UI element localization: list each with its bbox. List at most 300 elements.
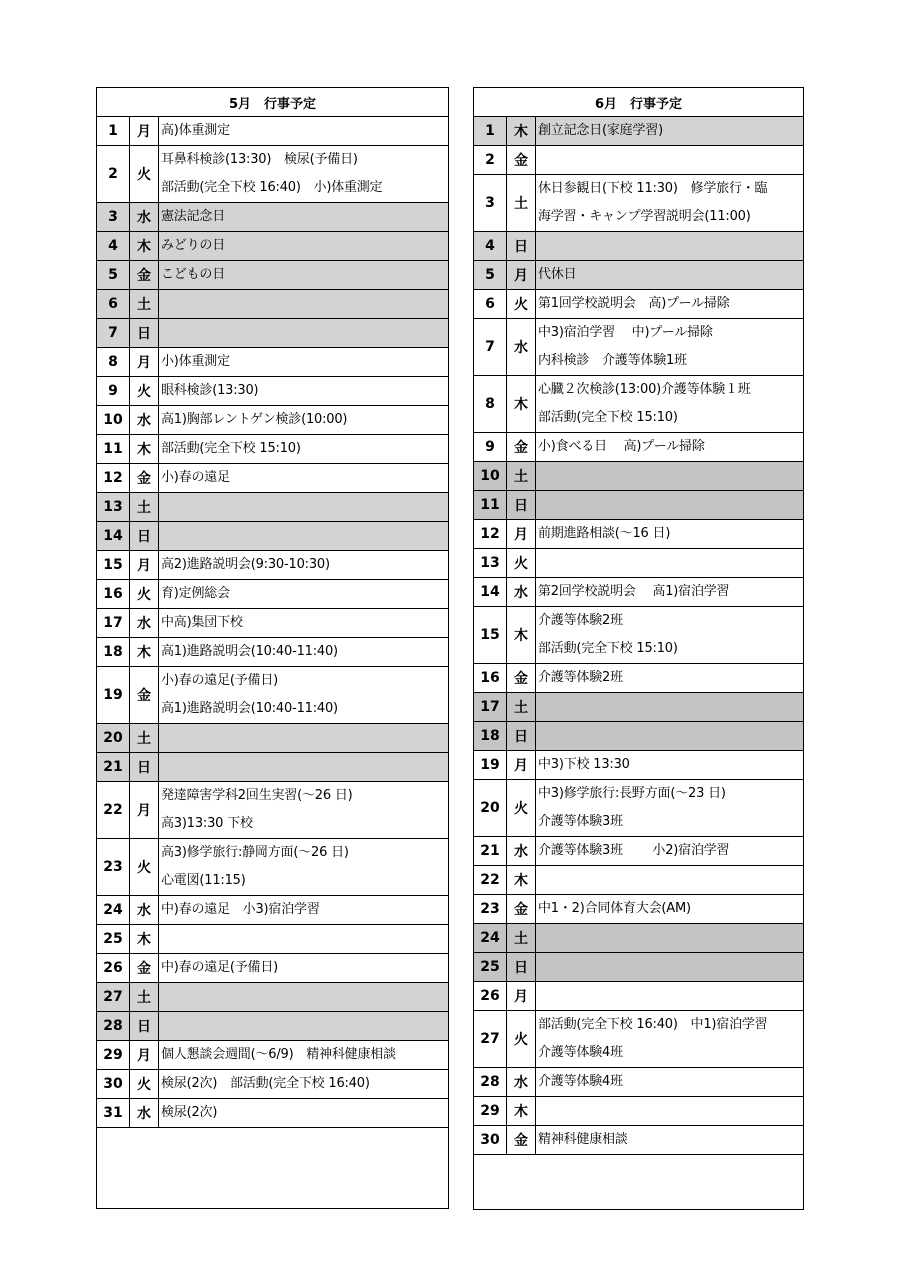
day-number: 31: [97, 1099, 130, 1128]
weekday: 水: [507, 837, 536, 866]
weekday: 日: [507, 491, 536, 520]
weekday: 火: [130, 377, 159, 406]
day-number: 30: [97, 1070, 130, 1099]
weekday: 金: [507, 1126, 536, 1155]
weekday: 火: [507, 1011, 536, 1068]
event-text: [538, 953, 803, 981]
weekday: 水: [130, 406, 159, 435]
weekday: 木: [507, 376, 536, 433]
weekday: 金: [507, 146, 536, 175]
table-row: [474, 722, 804, 751]
table-row: [474, 1068, 804, 1097]
weekday: 水: [507, 1068, 536, 1097]
day-number: 29: [97, 1041, 130, 1070]
event-cell: [159, 261, 449, 290]
event-text: 小)春の遠足(予備日): [161, 673, 279, 688]
event-cell: [536, 953, 804, 982]
event-cell: [159, 580, 449, 609]
event-text: みどりの日: [161, 238, 226, 253]
day-number: 8: [97, 348, 130, 377]
table-row: [474, 319, 804, 376]
day-number: 8: [474, 376, 507, 433]
table-row: [474, 895, 804, 924]
event-cell: [159, 724, 449, 753]
event-text: 介護等体験2班: [538, 613, 623, 628]
day-number: 6: [97, 290, 130, 319]
table-row: [474, 1126, 804, 1155]
weekday: 火: [507, 780, 536, 837]
table-row: [97, 667, 449, 724]
event-cell: [536, 117, 804, 146]
event-cell: [159, 203, 449, 232]
table-row: [97, 782, 449, 839]
weekday: 火: [130, 580, 159, 609]
event-text: [538, 1097, 803, 1125]
may-schedule-table: [96, 87, 449, 1209]
weekday: 土: [507, 462, 536, 491]
day-number: 5: [474, 261, 507, 290]
weekday: 水: [130, 1099, 159, 1128]
event-cell: [536, 924, 804, 953]
event-cell: [159, 319, 449, 348]
weekday: 土: [130, 983, 159, 1012]
event-cell: [159, 954, 449, 983]
weekday: 日: [507, 953, 536, 982]
table-row: [474, 578, 804, 607]
event-text: 内科検診 介護等体験1班: [538, 353, 687, 368]
event-text: 海学習・キャンプ学習説明会(11:00): [538, 209, 751, 224]
event-cell: [536, 175, 804, 232]
event-text: 部活動(完全下校 16:40) 小)体重測定: [161, 180, 383, 195]
table-row: [97, 117, 449, 146]
table-row: [474, 607, 804, 664]
weekday: 月: [507, 982, 536, 1011]
weekday: 火: [507, 290, 536, 319]
event-cell: [159, 925, 449, 954]
event-cell: [536, 866, 804, 895]
event-cell: [536, 1126, 804, 1155]
day-number: 18: [97, 638, 130, 667]
table-row: [474, 982, 804, 1011]
event-text: 高1)進路説明会(10:40-11:40): [161, 701, 338, 716]
day-number: 3: [97, 203, 130, 232]
table-row: [474, 953, 804, 982]
day-number: 29: [474, 1097, 507, 1126]
event-cell: [159, 839, 449, 896]
may-title: 5月 行事予定: [97, 88, 449, 117]
event-text: [161, 925, 448, 953]
table-row: [97, 609, 449, 638]
day-number: 3: [474, 175, 507, 232]
table-row: [97, 146, 449, 203]
day-number: 26: [474, 982, 507, 1011]
event-cell: [536, 462, 804, 491]
weekday: 木: [507, 1097, 536, 1126]
event-text: 中1・2)合同体育大会(AM): [538, 901, 691, 916]
event-text: 高1)進路説明会(10:40-11:40): [161, 644, 338, 659]
day-number: 9: [97, 377, 130, 406]
event-cell: [536, 376, 804, 433]
table-row: [474, 175, 804, 232]
event-cell: [159, 522, 449, 551]
day-number: 17: [97, 609, 130, 638]
table-row: [97, 435, 449, 464]
weekday: 金: [130, 954, 159, 983]
weekday: 水: [507, 319, 536, 376]
day-number: 4: [474, 232, 507, 261]
weekday: 金: [130, 261, 159, 290]
table-row: [97, 1041, 449, 1070]
event-text: 代休日: [538, 267, 577, 282]
table-row: [97, 203, 449, 232]
table-row: [97, 232, 449, 261]
may-blank-area: [97, 1128, 449, 1209]
table-row: [474, 290, 804, 319]
weekday: 火: [130, 1070, 159, 1099]
event-text: 中)春の遠足(予備日): [161, 960, 279, 975]
table-row: [474, 520, 804, 549]
event-text: [538, 722, 803, 750]
day-number: 17: [474, 693, 507, 722]
event-text: 小)春の遠足: [161, 470, 230, 485]
event-text: [161, 983, 448, 1011]
event-text: [161, 724, 448, 752]
day-number: 15: [474, 607, 507, 664]
day-number: 10: [474, 462, 507, 491]
event-text: 部活動(完全下校 16:40) 中1)宿泊学習: [538, 1017, 768, 1032]
day-number: 12: [97, 464, 130, 493]
table-row: [97, 1099, 449, 1128]
day-number: 30: [474, 1126, 507, 1155]
weekday: 金: [507, 433, 536, 462]
day-number: 19: [474, 751, 507, 780]
event-cell: [536, 895, 804, 924]
event-text: 高1)胸部レントゲン検診(10:00): [161, 412, 348, 427]
event-cell: [159, 146, 449, 203]
event-cell: [536, 549, 804, 578]
event-cell: [536, 261, 804, 290]
event-text: 中高)集団下校: [161, 615, 243, 630]
day-number: 9: [474, 433, 507, 462]
day-number: 18: [474, 722, 507, 751]
weekday: 火: [507, 549, 536, 578]
day-number: 13: [474, 549, 507, 578]
event-cell: [159, 638, 449, 667]
event-cell: [159, 896, 449, 925]
day-number: 11: [97, 435, 130, 464]
event-text: [161, 319, 448, 347]
day-number: 7: [97, 319, 130, 348]
event-cell: [159, 290, 449, 319]
event-text: 育)定例総会: [161, 586, 230, 601]
weekday: 日: [507, 722, 536, 751]
event-cell: [536, 433, 804, 462]
weekday: 土: [130, 493, 159, 522]
event-cell: [536, 1097, 804, 1126]
weekday: 木: [130, 925, 159, 954]
event-text: 中3)下校 13:30: [538, 757, 630, 772]
event-cell: [159, 551, 449, 580]
table-row: [474, 664, 804, 693]
june-blank-area: [474, 1155, 804, 1210]
event-text: [538, 146, 803, 174]
day-number: 6: [474, 290, 507, 319]
table-row: [97, 406, 449, 435]
day-number: 15: [97, 551, 130, 580]
table-row: [97, 925, 449, 954]
day-number: 20: [97, 724, 130, 753]
day-number: 22: [97, 782, 130, 839]
weekday: 木: [507, 866, 536, 895]
weekday: 月: [130, 1041, 159, 1070]
day-number: 24: [97, 896, 130, 925]
weekday: 土: [507, 924, 536, 953]
day-number: 16: [97, 580, 130, 609]
event-text: 検尿(2次): [161, 1105, 218, 1120]
day-number: 14: [474, 578, 507, 607]
table-row: [474, 1011, 804, 1068]
table-row: [97, 1012, 449, 1041]
event-text: 心電図(11:15): [161, 873, 246, 888]
event-text: [538, 549, 803, 577]
event-cell: [159, 406, 449, 435]
weekday: 金: [507, 895, 536, 924]
weekday: 木: [507, 117, 536, 146]
day-number: 28: [474, 1068, 507, 1097]
event-cell: [536, 146, 804, 175]
event-text: 高)体重測定: [161, 123, 230, 138]
event-cell: [536, 722, 804, 751]
weekday: 月: [130, 782, 159, 839]
table-row: [97, 954, 449, 983]
weekday: 土: [507, 175, 536, 232]
table-row: [97, 839, 449, 896]
event-text: 介護等体験2班: [538, 670, 623, 685]
event-text: 耳鼻科検診(13:30) 検尿(予備日): [161, 152, 358, 167]
day-number: 5: [97, 261, 130, 290]
event-text: 第2回学校説明会 高1)宿泊学習: [538, 584, 730, 599]
event-text: 介護等体験3班: [538, 814, 623, 829]
weekday: 土: [507, 693, 536, 722]
weekday: 日: [130, 1012, 159, 1041]
event-cell: [536, 290, 804, 319]
event-text: 休日参観日(下校 11:30) 修学旅行・臨: [538, 181, 768, 196]
day-number: 27: [97, 983, 130, 1012]
weekday: 金: [130, 667, 159, 724]
table-row: [97, 377, 449, 406]
day-number: 21: [474, 837, 507, 866]
event-text: 発達障害学科2回生実習(～26 日): [161, 788, 353, 803]
day-number: 1: [97, 117, 130, 146]
table-row: [97, 464, 449, 493]
event-cell: [536, 1068, 804, 1097]
event-cell: [159, 753, 449, 782]
day-number: 1: [474, 117, 507, 146]
table-row: [97, 493, 449, 522]
event-text: 部活動(完全下校 15:10): [538, 641, 678, 656]
weekday: 木: [130, 232, 159, 261]
weekday: 日: [130, 319, 159, 348]
event-text: [538, 491, 803, 519]
event-text: [538, 982, 803, 1010]
table-row: [474, 1097, 804, 1126]
weekday: 水: [130, 896, 159, 925]
event-text: 介護等体験4班: [538, 1074, 623, 1089]
event-text: [161, 1012, 448, 1040]
june-title: 6月 行事予定: [474, 88, 804, 117]
event-text: 憲法記念日: [161, 209, 226, 224]
weekday: 水: [130, 609, 159, 638]
event-cell: [159, 983, 449, 1012]
event-cell: [536, 837, 804, 866]
event-cell: [536, 693, 804, 722]
day-number: 13: [97, 493, 130, 522]
event-cell: [159, 1070, 449, 1099]
table-row: [97, 319, 449, 348]
table-row: [97, 290, 449, 319]
weekday: 月: [130, 348, 159, 377]
event-cell: [536, 319, 804, 376]
weekday: 火: [130, 146, 159, 203]
table-row: [474, 924, 804, 953]
table-row: [474, 261, 804, 290]
event-cell: [159, 232, 449, 261]
event-cell: [159, 609, 449, 638]
event-text: 高3)13:30 下校: [161, 816, 253, 831]
table-row: [474, 837, 804, 866]
event-text: 部活動(完全下校 15:10): [161, 441, 301, 456]
table-row: [474, 146, 804, 175]
weekday: 金: [507, 664, 536, 693]
day-number: 28: [97, 1012, 130, 1041]
day-number: 2: [97, 146, 130, 203]
june-schedule-table: [473, 87, 804, 1210]
weekday: 水: [130, 203, 159, 232]
event-text: [538, 924, 803, 952]
table-row: [474, 376, 804, 433]
weekday: 木: [130, 638, 159, 667]
day-number: 14: [97, 522, 130, 551]
event-text: 高3)修学旅行:静岡方面(～26 日): [161, 845, 349, 860]
event-text: [538, 866, 803, 894]
event-cell: [536, 491, 804, 520]
table-row: [97, 896, 449, 925]
event-text: 介護等体験3班 小2)宿泊学習: [538, 843, 730, 858]
table-row: [97, 638, 449, 667]
table-row: [97, 753, 449, 782]
table-row: [97, 261, 449, 290]
weekday: 土: [130, 290, 159, 319]
day-number: 19: [97, 667, 130, 724]
event-cell: [536, 232, 804, 261]
weekday: 月: [130, 551, 159, 580]
weekday: 月: [507, 261, 536, 290]
event-text: 小)食べる日 高)プール掃除: [538, 439, 705, 454]
event-cell: [536, 664, 804, 693]
table-row: [474, 693, 804, 722]
event-text: 中3)修学旅行:長野方面(～23 日): [538, 786, 726, 801]
weekday: 木: [130, 435, 159, 464]
event-text: こどもの日: [161, 267, 226, 282]
day-number: 23: [474, 895, 507, 924]
event-cell: [536, 982, 804, 1011]
event-text: [538, 693, 803, 721]
event-cell: [159, 667, 449, 724]
weekday: 日: [130, 753, 159, 782]
event-text: 第1回学校説明会 高)プール掃除: [538, 296, 730, 311]
event-text: 小)体重測定: [161, 354, 230, 369]
event-cell: [536, 607, 804, 664]
weekday: 月: [507, 520, 536, 549]
table-row: [474, 491, 804, 520]
event-cell: [159, 493, 449, 522]
event-cell: [159, 782, 449, 839]
event-cell: [536, 578, 804, 607]
day-number: 24: [474, 924, 507, 953]
weekday: 日: [130, 522, 159, 551]
event-text: 精神科健康相談: [538, 1132, 628, 1147]
event-text: [161, 753, 448, 781]
weekday: 火: [130, 839, 159, 896]
weekday: 土: [130, 724, 159, 753]
event-text: [161, 290, 448, 318]
day-number: 12: [474, 520, 507, 549]
event-cell: [159, 1041, 449, 1070]
day-number: 4: [97, 232, 130, 261]
day-number: 26: [97, 954, 130, 983]
event-cell: [536, 780, 804, 837]
table-row: [474, 433, 804, 462]
event-text: [161, 522, 448, 550]
table-row: [97, 1070, 449, 1099]
weekday: 日: [507, 232, 536, 261]
event-text: 眼科検診(13:30): [161, 383, 259, 398]
table-row: [97, 580, 449, 609]
day-number: 27: [474, 1011, 507, 1068]
event-cell: [536, 751, 804, 780]
day-number: 10: [97, 406, 130, 435]
day-number: 2: [474, 146, 507, 175]
event-cell: [159, 1099, 449, 1128]
table-row: [97, 983, 449, 1012]
event-text: 介護等体験4班: [538, 1045, 623, 1060]
day-number: 25: [474, 953, 507, 982]
day-number: 11: [474, 491, 507, 520]
table-row: [97, 522, 449, 551]
weekday: 月: [130, 117, 159, 146]
event-text: 前期進路相談(～16 日): [538, 526, 671, 541]
table-row: [474, 780, 804, 837]
weekday: 金: [130, 464, 159, 493]
weekday: 水: [507, 578, 536, 607]
day-number: 23: [97, 839, 130, 896]
event-text: 高2)進路説明会(9:30-10:30): [161, 557, 330, 572]
table-row: [474, 232, 804, 261]
event-cell: [159, 117, 449, 146]
event-text: 部活動(完全下校 15:10): [538, 410, 678, 425]
table-row: [474, 117, 804, 146]
weekday: 月: [507, 751, 536, 780]
event-text: 中)春の遠足 小3)宿泊学習: [161, 902, 320, 917]
table-row: [474, 751, 804, 780]
day-number: 20: [474, 780, 507, 837]
event-text: [538, 232, 803, 260]
day-number: 7: [474, 319, 507, 376]
day-number: 16: [474, 664, 507, 693]
table-row: [474, 462, 804, 491]
event-text: 個人懇談会週間(～6/9) 精神科健康相談: [161, 1047, 396, 1062]
event-text: 中3)宿泊学習 中)プール掃除: [538, 325, 713, 340]
